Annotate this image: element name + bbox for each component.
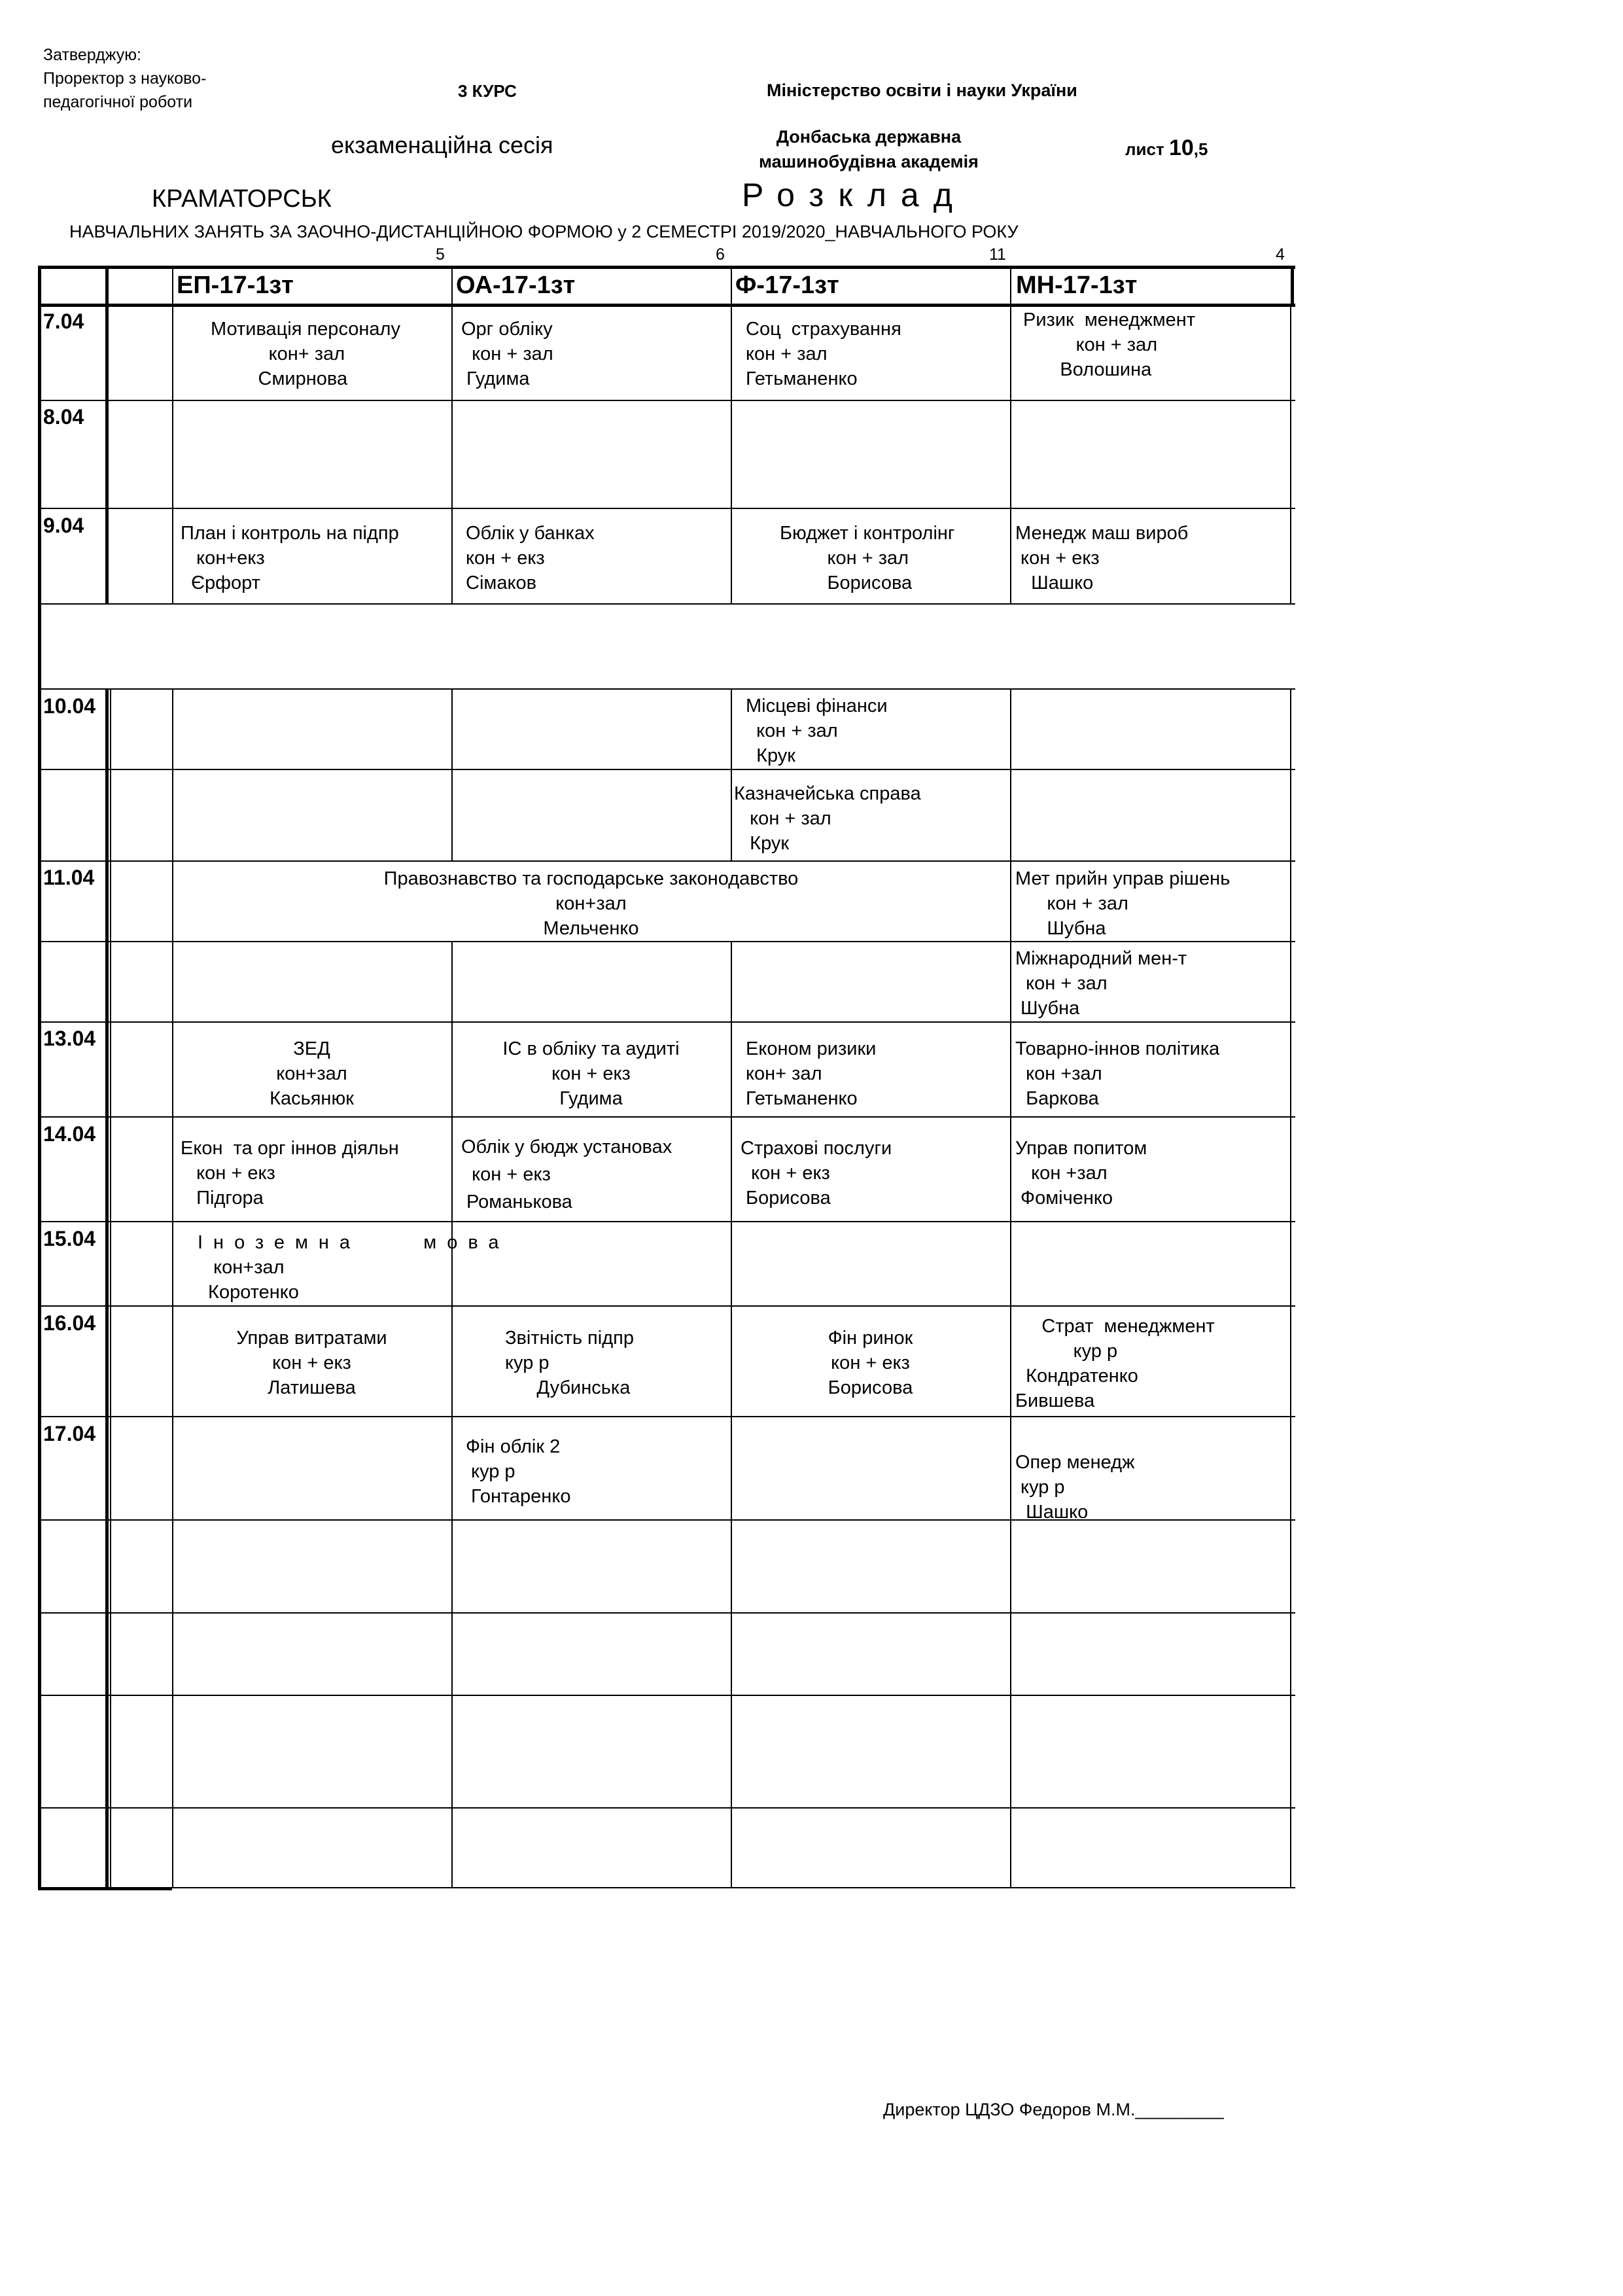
group-header: МН-17-1зт [1016,272,1138,299]
schedule-cell: Екон та орг іннов діяльн кон + екз Підгора [181,1138,399,1209]
group-header: ОА-17-1зт [456,272,576,299]
page-subtitle: НАВЧАЛЬНИХ ЗАНЯТЬ ЗА ЗАОЧНО-ДИСТАНЦІЙНОЮ ФОРМОЮ у 2 СЕМЕСТРІ 2019/2020_НАВЧАЛЬНОГО РОКУ [69,222,1019,241]
schedule-cell: Управ витратами кон + екз Латишева [236,1328,387,1398]
row-divider [38,1116,1295,1118]
column-count: 4 [1276,245,1285,264]
course-label: 3 КУРС [458,81,517,101]
director-signature-line: Директор ЦДЗО Федоров М.М._________ [883,2100,1224,2119]
row-divider [38,1695,1295,1696]
page-title: Розклад [742,177,967,213]
schedule-cell-line: Іноземна мова [198,1232,510,1253]
academy-line: машинобудівна академія [759,152,979,171]
schedule-cell: Управ попитом кон +зал Фоміченко [1015,1138,1147,1209]
row-divider [38,508,1295,509]
academy-line: Донбаська державна [776,127,962,147]
schedule-cell: кон+зал Коротенко [208,1257,299,1303]
date-label: 8.04 [43,405,84,429]
schedule-cell: Облік у бюдж установах кон + екз Романькова [461,1137,672,1212]
schedule-cell: ІС в обліку та аудиті кон + екз Гудима [502,1038,680,1109]
column-divider [731,266,732,603]
schedule-cell: План і контроль на підпр кон+екз Єрфорт [181,523,399,593]
row-divider [38,1612,1295,1614]
column-divider [451,266,453,603]
row-divider [38,688,1295,690]
schedule-cell: Місцеві фінанси кон + зал Крук [746,696,888,766]
date-label: 16.04 [43,1311,96,1335]
schedule-cell: Ризик менеджмент кон + зал Волошина [1023,309,1196,380]
approval-line: педагогічної роботи [43,93,193,111]
schedule-cell: Казначейська справа кон + зал Крук [734,783,921,854]
column-divider [1010,266,1011,603]
city-label: КРАМАТОРСЬК [152,185,332,213]
date-label: 15.04 [43,1227,96,1250]
schedule-cell: Міжнародний мен-т кон + зал Шубна [1015,948,1187,1019]
schedule-cell: Опер менедж кур р Шашко [1015,1452,1135,1523]
schedule-cell: Соц страхування кон + зал Гетьманенко [746,319,901,389]
schedule-cell: Менедж маш вироб кон + екз Шашко [1015,523,1189,593]
group-header: Ф-17-1зт [735,272,839,299]
row-divider [38,1305,1295,1307]
column-count: 5 [436,245,445,264]
table-border [38,688,41,1890]
column-divider [1010,688,1011,1887]
date-label: 17.04 [43,1422,96,1445]
table-border [1290,304,1291,603]
row-divider [38,400,1295,401]
schedule-cell: Звітність підпр кур р Дубинська [505,1328,634,1398]
row-divider [38,1416,1295,1417]
column-count: 11 [989,245,1006,264]
merged-line: кон+зал [555,893,627,914]
column-divider [105,688,109,1890]
session-label: екзаменаційна сесія [331,132,553,158]
group-header: ЕП-17-1зт [177,272,294,299]
row-divider [38,941,1295,942]
table-border [1290,688,1291,1887]
row-divider [38,860,1295,862]
date-label: 9.04 [43,514,84,537]
schedule-cell: Фін ринок кон + екз Борисова [828,1328,913,1398]
row-divider [172,1887,1295,1888]
sheet-fraction: ,5 [1193,139,1208,159]
schedule-cell: Орг обліку кон + зал Гудима [461,319,553,389]
sheet-label: лист [1125,139,1164,159]
column-divider [105,266,109,603]
ministry-label: Міністерство освіти і науки України [767,80,1077,100]
date-label: 10.04 [43,694,96,718]
merged-line: Правознавство та господарське законодавство [383,868,799,889]
schedule-cell: Товарно-іннов політика кон +зал Баркова [1015,1038,1220,1109]
schedule-cell: Облік у банках кон + екз Сімаков [466,523,595,593]
schedule-cell: Економ ризики кон+ зал Гетьманенко [746,1038,877,1109]
schedule-cell-merged [172,866,1010,941]
column-count: 6 [716,245,725,264]
column-divider [731,688,732,860]
table-border [38,304,1295,307]
sheet-main: 10 [1168,135,1194,160]
table-border [1291,266,1294,304]
schedule-cell: Мотивація персоналу кон+ зал Смирнова [211,319,400,389]
date-label: 11.04 [43,866,95,889]
column-divider [172,266,173,603]
row-divider [38,769,1295,770]
row-divider [38,1021,1295,1023]
date-label: 13.04 [43,1027,96,1050]
row-divider [38,1221,1295,1222]
column-divider [731,941,732,1887]
date-label: 7.04 [43,309,84,333]
table-border [38,266,1295,269]
approval-line: Затверджую: [43,46,141,64]
date-label: 14.04 [43,1122,96,1146]
column-divider [451,688,453,860]
schedule-cell: Фін облік 2 кур р Гонтаренко [466,1436,571,1507]
merged-line: Мельченко [543,918,639,939]
schedule-cell: Бюджет і контролінг кон + зал Борисова [780,523,955,593]
schedule-cell: Мет прийн управ рішень кон + зал Шубна [1015,868,1230,939]
approval-line: Проректор з науково- [43,69,207,88]
schedule-cell: Страхові послуги кон + екз Борисова [741,1138,892,1209]
row-divider [38,603,1295,605]
row-divider [38,1807,1295,1809]
schedule-cell: Страт менеджмент кур р Кондратенко Бившева [1015,1316,1215,1411]
schedule-cell: ЗЕД кон+зал Касьянюк [270,1038,354,1109]
column-divider [110,688,111,1887]
